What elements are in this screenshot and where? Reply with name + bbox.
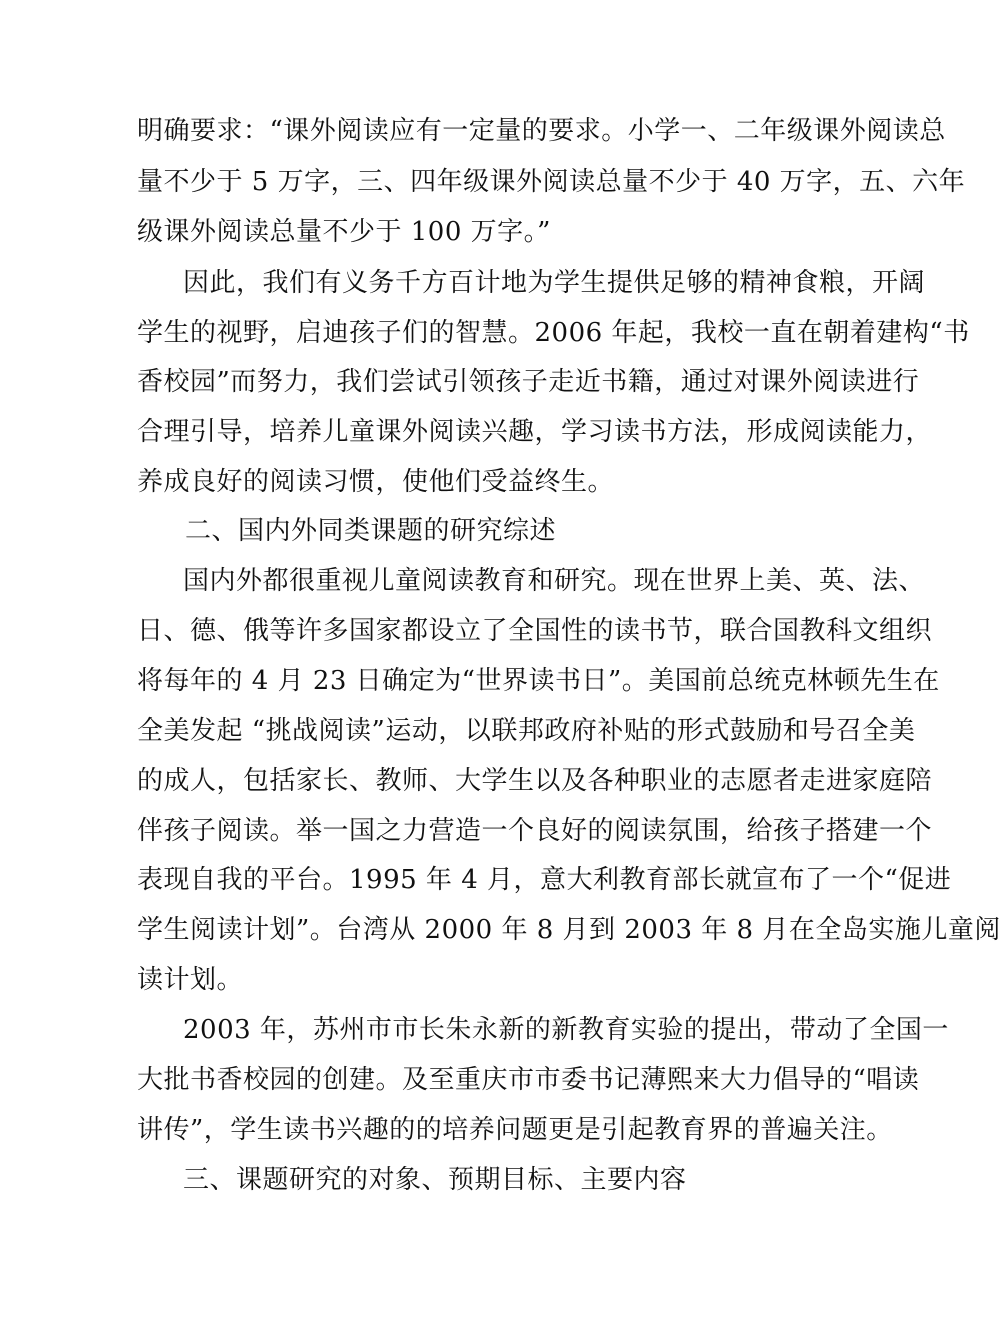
paragraph-line: 量不少于 5 万字，三、四年级课外阅读总量不少于 40 万字，五、六年 — [137, 167, 966, 197]
paragraph-line: 日、德、俄等许多国家都设立了全国性的读书节，联合国教科文组织 — [137, 616, 933, 646]
paragraph-line: 级课外阅读总量不少于 100 万字。” — [137, 217, 551, 247]
paragraph-line: 养成良好的阅读习惯，使他们受益终生。 — [137, 467, 615, 497]
section-heading: 二、国内外同类课题的研究综述 — [185, 516, 557, 546]
paragraph-line: 学生的视野，启迪孩子们的智慧。2006 年起，我校一直在朝着建构“书 — [137, 318, 970, 348]
paragraph-line: 全美发起 “挑战阅读”运动，以联邦政府补贴的形式鼓励和号召全美 — [137, 716, 916, 746]
paragraph-line: 因此，我们有义务千方百计地为学生提供足够的精神食粮，开阔 — [183, 268, 926, 298]
paragraph-line: 香校园”而努力，我们尝试引领孩子走近书籍，通过对课外阅读进行 — [137, 367, 920, 397]
paragraph-line: 大批书香校园的创建。及至重庆市市委书记薄熙来大力倡导的“唱读 — [137, 1065, 920, 1095]
paragraph-line: 伴孩子阅读。举一国之力营造一个良好的阅读氛围，给孩子搭建一个 — [137, 816, 933, 846]
paragraph-line: 国内外都很重视儿童阅读教育和研究。现在世界上美、英、法、 — [183, 566, 926, 596]
paragraph-line: 的成人，包括家长、教师、大学生以及各种职业的志愿者走进家庭陪 — [137, 766, 933, 796]
paragraph-line: 讲传”，学生读书兴趣的的培养问题更是引起教育界的普遍关注。 — [137, 1115, 893, 1145]
paragraph-line: 将每年的 4 月 23 日确定为“世界读书日”。美国前总统克林顿先生在 — [137, 666, 940, 696]
paragraph-line: 2003 年，苏州市市长朱永新的新教育实验的提出，带动了全国一 — [183, 1015, 949, 1045]
paragraph-line: 读计划。 — [137, 965, 244, 995]
paragraph-line: 学生阅读计划”。台湾从 2000 年 8 月到 2003 年 8 月在全岛实施儿童阅 — [137, 915, 1001, 945]
paragraph-line: 表现自我的平台。1995 年 4 月，意大利教育部长就宣布了一个“促进 — [137, 865, 952, 895]
section-heading: 三、课题研究的对象、预期目标、主要内容 — [183, 1165, 687, 1195]
paragraph-line: 明确要求：“课外阅读应有一定量的要求。小学一、二年级课外阅读总 — [137, 116, 946, 146]
paragraph-line: 合理引导，培养儿童课外阅读兴趣，学习读书方法，形成阅读能力， — [137, 417, 933, 447]
